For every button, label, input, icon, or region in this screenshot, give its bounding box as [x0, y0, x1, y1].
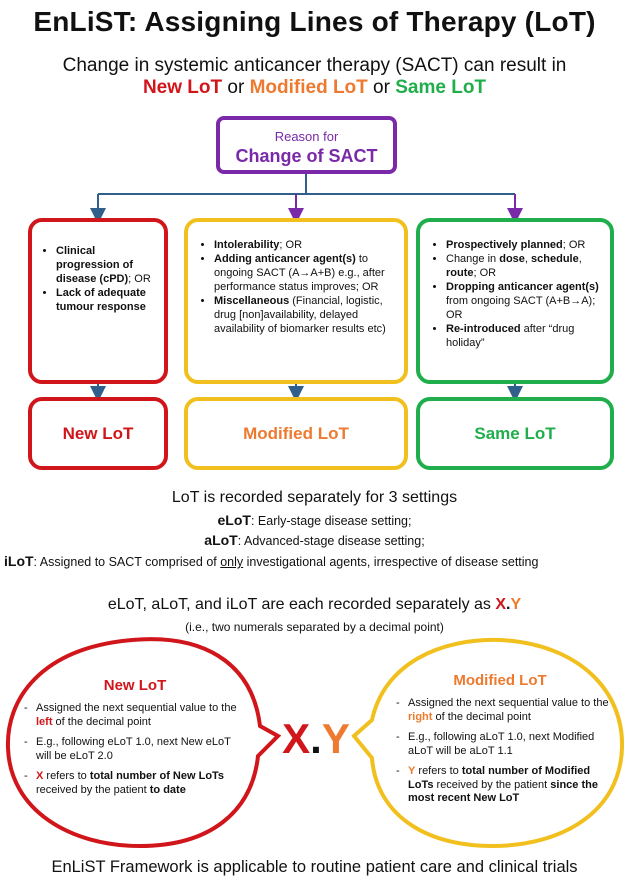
new-bubble-item-text: X [36, 770, 44, 782]
new-bubble-item [22, 736, 240, 763]
modified-lot-outcome: Modified LoT [184, 397, 408, 470]
modified-bubble-item-text: refers to [415, 765, 462, 777]
new-bubble-item [22, 770, 240, 797]
subtitle-modified: Modified LoT [249, 77, 368, 98]
new-bubble-item-text: refers to [43, 770, 90, 782]
same-reason-item-text: from ongoing SACT (A+B→A); OR [446, 295, 596, 321]
footer-note: EnLiST Framework is applicable to routine patient care and clinical trials [51, 858, 578, 876]
modified-bubble-item [394, 697, 618, 724]
xy-heading-y: Y [510, 596, 522, 613]
settings-heading: LoT is recorded separately for 3 settings [171, 489, 458, 506]
subtitle-line: Change in systemic anticancer therapy (SACT) can result in [62, 55, 567, 76]
xy-heading-dot: . [506, 596, 511, 613]
modified-reason-item-text: to ongoing SACT (A→A+B) e.g., after performance status improves; OR [214, 253, 385, 293]
same-reason-item [446, 238, 606, 252]
reason-box-line1: Reason for [274, 129, 339, 144]
ilot-label: iLoT [4, 553, 34, 569]
alot-label: aLoT [204, 532, 238, 548]
same-reason-item [446, 280, 606, 322]
modified-bubble-item-text: Assigned the next sequential value to the [408, 697, 609, 709]
same-reason-item-text: Dropping anticancer agent(s) [446, 281, 599, 293]
subtitle-same: Same LoT [395, 77, 487, 98]
setting-alot [0, 532, 629, 548]
modified-reason-item-text: Adding anticancer agent(s) [214, 253, 356, 265]
xy-center-label [276, 715, 356, 763]
new-reason-item [56, 286, 160, 314]
modified-bubble-item-text: E.g., following aLoT 1.0, next Modified aLoT will be aLoT 1.1 [408, 731, 595, 757]
elot-label: eLoT [217, 512, 251, 528]
new-bubble-item [22, 702, 240, 729]
same-reason-item-text: , [524, 253, 532, 265]
modified-reason-item [214, 252, 400, 294]
new-lot-reasons-list [36, 244, 160, 314]
modified-reason-item-text: Miscellaneous [214, 295, 290, 307]
modified-bubble-item [394, 731, 618, 758]
modified-bubble-item-text: total number of Modified LoTs [408, 765, 591, 791]
xy-heading [0, 596, 629, 614]
alot-text: : Advanced-stage disease setting; [237, 534, 425, 548]
subtitle-or: or [367, 77, 396, 98]
new-bubble-title: New LoT [103, 677, 167, 694]
modified-reason-item-text: ; OR [279, 239, 303, 251]
same-reason-item-text: Prospectively planned [446, 239, 563, 251]
modified-bubble-body [394, 697, 618, 813]
same-reason-item-text: after “drug holiday” [446, 323, 575, 349]
modified-bubble-item-text: received by the patient [433, 778, 551, 791]
xy-heading-x: X [495, 596, 507, 613]
center-x: X [282, 715, 311, 762]
same-reason-item-text: ; OR [562, 239, 586, 251]
modified-bubble-item-text: Y [408, 765, 416, 777]
same-reason-item [446, 252, 606, 280]
modified-bubble-list [394, 697, 618, 806]
new-lot-outcome: New LoT [28, 397, 168, 470]
center-dot: . [310, 715, 322, 762]
new-bubble-item-text: total number of New LoTs [89, 770, 225, 782]
new-bubble-item-text: E.g., following eLoT 1.0, next New eLoT will be eLoT 2.0 [36, 736, 231, 762]
same-reason-item-text: route [446, 267, 474, 279]
same-reason-item-text: schedule [531, 253, 579, 265]
new-reason-item [56, 244, 160, 286]
center-y: Y [321, 715, 350, 762]
new-reason-item-text: Clinical progression of disease (cPD) [56, 245, 134, 285]
subtitle-or: or [222, 77, 250, 98]
same-reason-item-text: Re-introduced [446, 323, 521, 335]
new-bubble-item-text: of the decimal point [52, 715, 151, 728]
same-reason-item-text: dose [499, 253, 525, 265]
new-bubble-list [22, 702, 240, 797]
new-reason-item-text: ; OR [128, 273, 151, 285]
new-reason-item-text: Lack of adequate tumour response [56, 287, 146, 313]
reason-box-line2: Change of SACT [235, 146, 378, 166]
reason-for-change-box [216, 116, 397, 174]
modified-reason-item [214, 238, 400, 252]
modified-reason-item-text: (Financial, logistic, drug [non]availability, delayed availability of biomarker results etc) [214, 295, 386, 335]
modified-lot-reasons-box [184, 218, 408, 384]
elot-text: : Early-stage disease setting; [250, 514, 412, 528]
page-title: EnLiST: Assigning Lines of Therapy (LoT) [33, 6, 596, 37]
new-bubble-item-text: left [36, 715, 53, 728]
modified-bubble-item-text: right [408, 710, 433, 723]
new-bubble-item-text: received by the patient [36, 783, 150, 796]
new-bubble-body [22, 702, 240, 804]
modified-reason-item [214, 294, 400, 336]
xy-subheading: (i.e., two numerals separated by a decimal point) [185, 620, 444, 634]
ilot-text-pre: : Assigned to SACT comprised of [33, 555, 221, 569]
modified-reason-item-text: Intolerability [214, 239, 280, 251]
xy-heading-text: eLoT, aLoT, and iLoT are each recorded separately as [107, 596, 496, 613]
same-reason-item-text: ; OR [473, 267, 497, 279]
setting-ilot [4, 553, 629, 569]
setting-elot [0, 512, 629, 528]
modified-bubble-item-text: of the decimal point [432, 710, 531, 723]
subtitle-new: New LoT [142, 77, 223, 98]
modified-bubble-item-text: since the most recent New LoT [408, 778, 598, 804]
same-reason-item-text: , [578, 253, 582, 265]
same-reason-item-text: Change in [446, 253, 500, 265]
same-lot-reasons-box [416, 218, 614, 384]
same-lot-outcome: Same LoT [416, 397, 614, 470]
modified-lot-reasons-list [194, 238, 400, 336]
modified-bubble-title: Modified LoT [453, 672, 547, 689]
same-lot-reasons-list [426, 238, 606, 350]
same-reason-item [446, 322, 606, 350]
new-bubble-item-text: to date [149, 783, 186, 796]
ilot-only: only [220, 555, 244, 569]
ilot-text-post: investigational agents, irrespective of disease setting [243, 555, 539, 569]
new-bubble-item-text: Assigned the next sequential value to the [36, 702, 237, 714]
modified-bubble-item [394, 765, 618, 806]
new-lot-reasons-box [28, 218, 168, 384]
